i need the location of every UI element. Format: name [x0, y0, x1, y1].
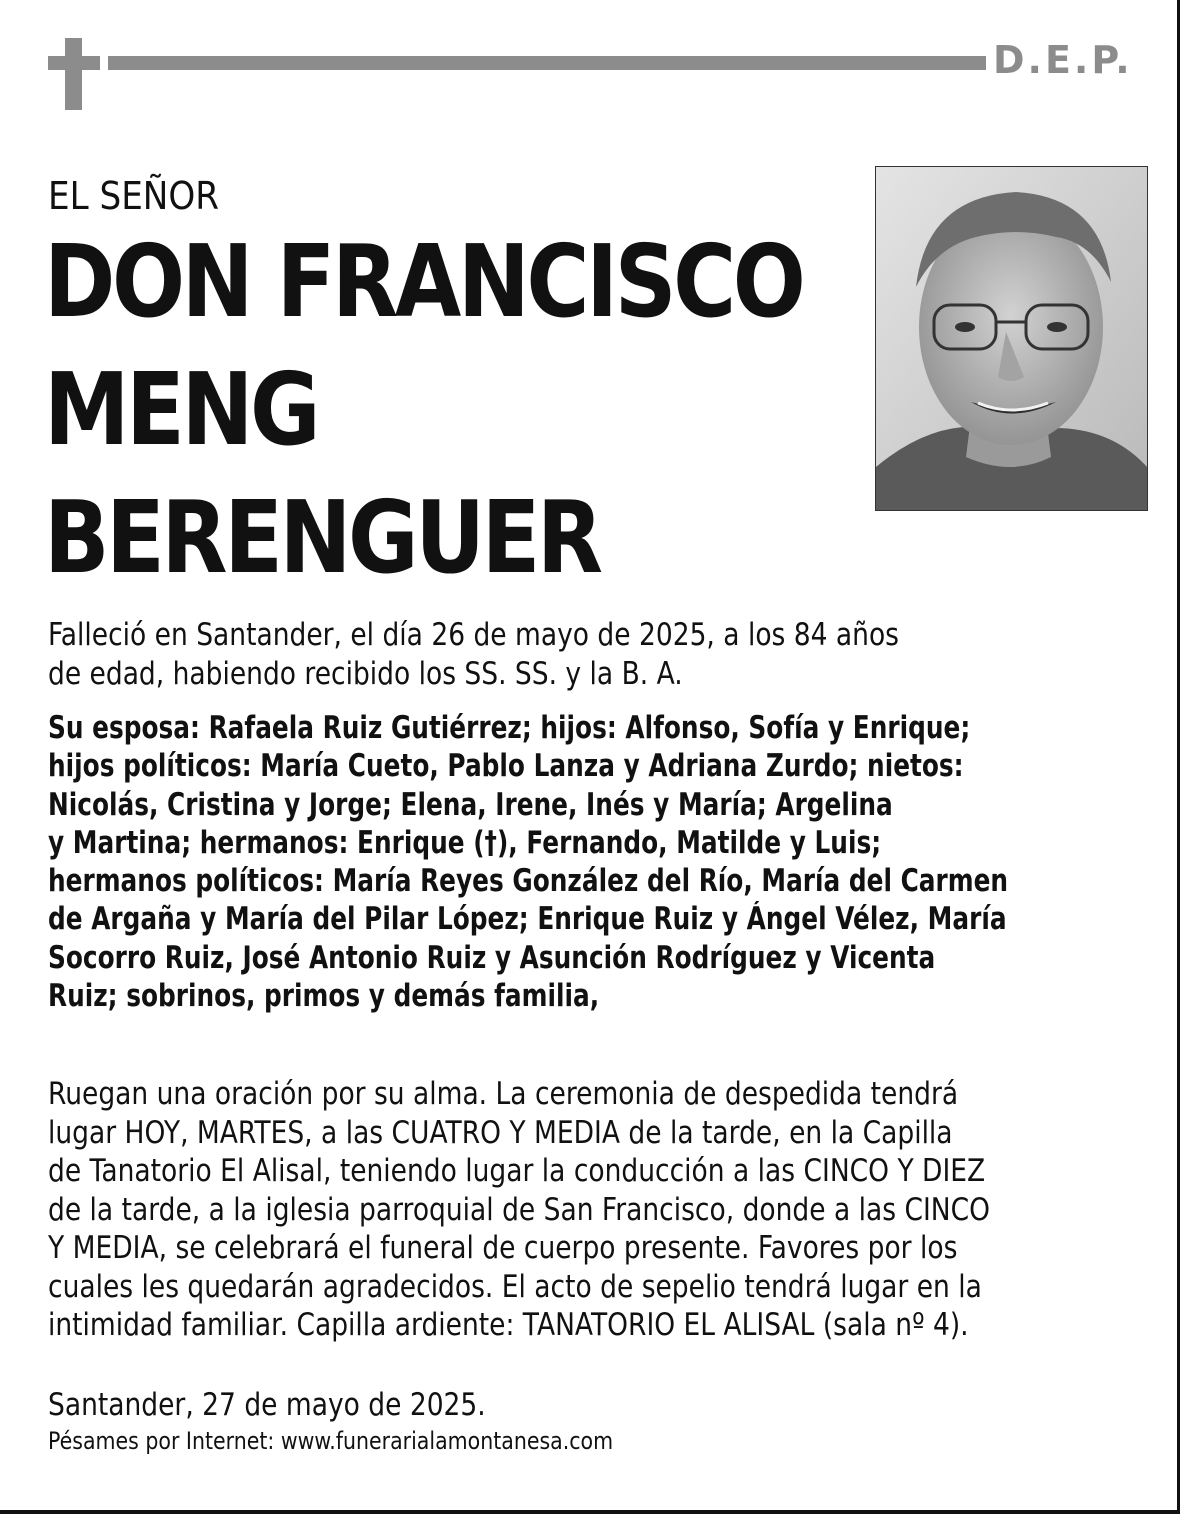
text-line: hermanos políticos: María Reyes González del Río, María del Carmen — [48, 863, 1009, 900]
text-line: Y MEDIA, se celebrará el funeral de cuerpo presente. Favores por los — [48, 1230, 958, 1266]
text-line: Nicolás, Cristina y Jorge; Elena, Irene, Inés y María; Argelina — [48, 786, 893, 823]
text-line: lugar HOY, MARTES, a las CUATRO Y MEDIA de la tarde, en la Capilla — [48, 1114, 953, 1151]
place-date: Santander, 27 de mayo de 2025. — [48, 1387, 486, 1423]
condolences-link[interactable]: Pésames por Internet: www.funerarialamontanesa.com — [48, 1427, 614, 1455]
text-line: y Martina; hermanos: Enrique (†), Fernando, Matilde y Luis; — [48, 824, 882, 861]
cross-icon — [48, 38, 100, 110]
text-line: Falleció en Santander, el día 26 de mayo de 2025, a los 84 años — [48, 617, 899, 653]
portrait-photo — [875, 166, 1148, 511]
dep-label: D.E.P. — [993, 38, 1133, 82]
text-line: cuales les quedarán agradecidos. El acto de sepelio tendrá lugar en la — [48, 1268, 982, 1305]
text-line: Su esposa: Rafaela Ruiz Gutiérrez; hijos: Alfonso, Sofía y Enrique; — [48, 710, 971, 746]
family-paragraph — [48, 709, 1138, 1015]
name-line: DON FRANCISCO — [44, 223, 803, 340]
honorific: EL SEÑOR — [48, 174, 220, 218]
text-line: de la tarde, a la iglesia parroquial de San Francisco, donde a las CINCO — [48, 1191, 990, 1228]
text-line: intimidad familiar. Capilla ardiente: TANATORIO EL ALISAL (sala nº 4). — [48, 1307, 969, 1343]
text-line: Socorro Ruiz, José Antonio Ruiz y Asunción Rodríguez y Vicenta — [48, 939, 936, 976]
name-line: MENG — [44, 351, 318, 468]
text-line: de Tanatorio El Alisal, teniendo lugar la conducción a las CINCO Y DIEZ — [48, 1153, 986, 1189]
text-line: Ruegan una oración por su alma. La ceremonia de despedida tendrá — [48, 1076, 959, 1112]
text-line: Ruiz; sobrinos, primos y demás familia, — [48, 978, 600, 1015]
ceremony-paragraph — [48, 1075, 1138, 1345]
text-line: de edad, habiendo recibido los SS. SS. y la B. A. — [48, 656, 683, 692]
text-line: hijos políticos: María Cueto, Pablo Lanza y Adriana Zurdo; nietos: — [48, 748, 964, 785]
name-line: BERENGUER — [44, 479, 600, 596]
text-line: de Argaña y María del Pilar López; Enrique Ruiz y Ángel Vélez, María — [48, 901, 1007, 938]
deceased-name — [44, 218, 864, 602]
death-paragraph — [48, 616, 1138, 694]
header-rule — [108, 56, 986, 70]
